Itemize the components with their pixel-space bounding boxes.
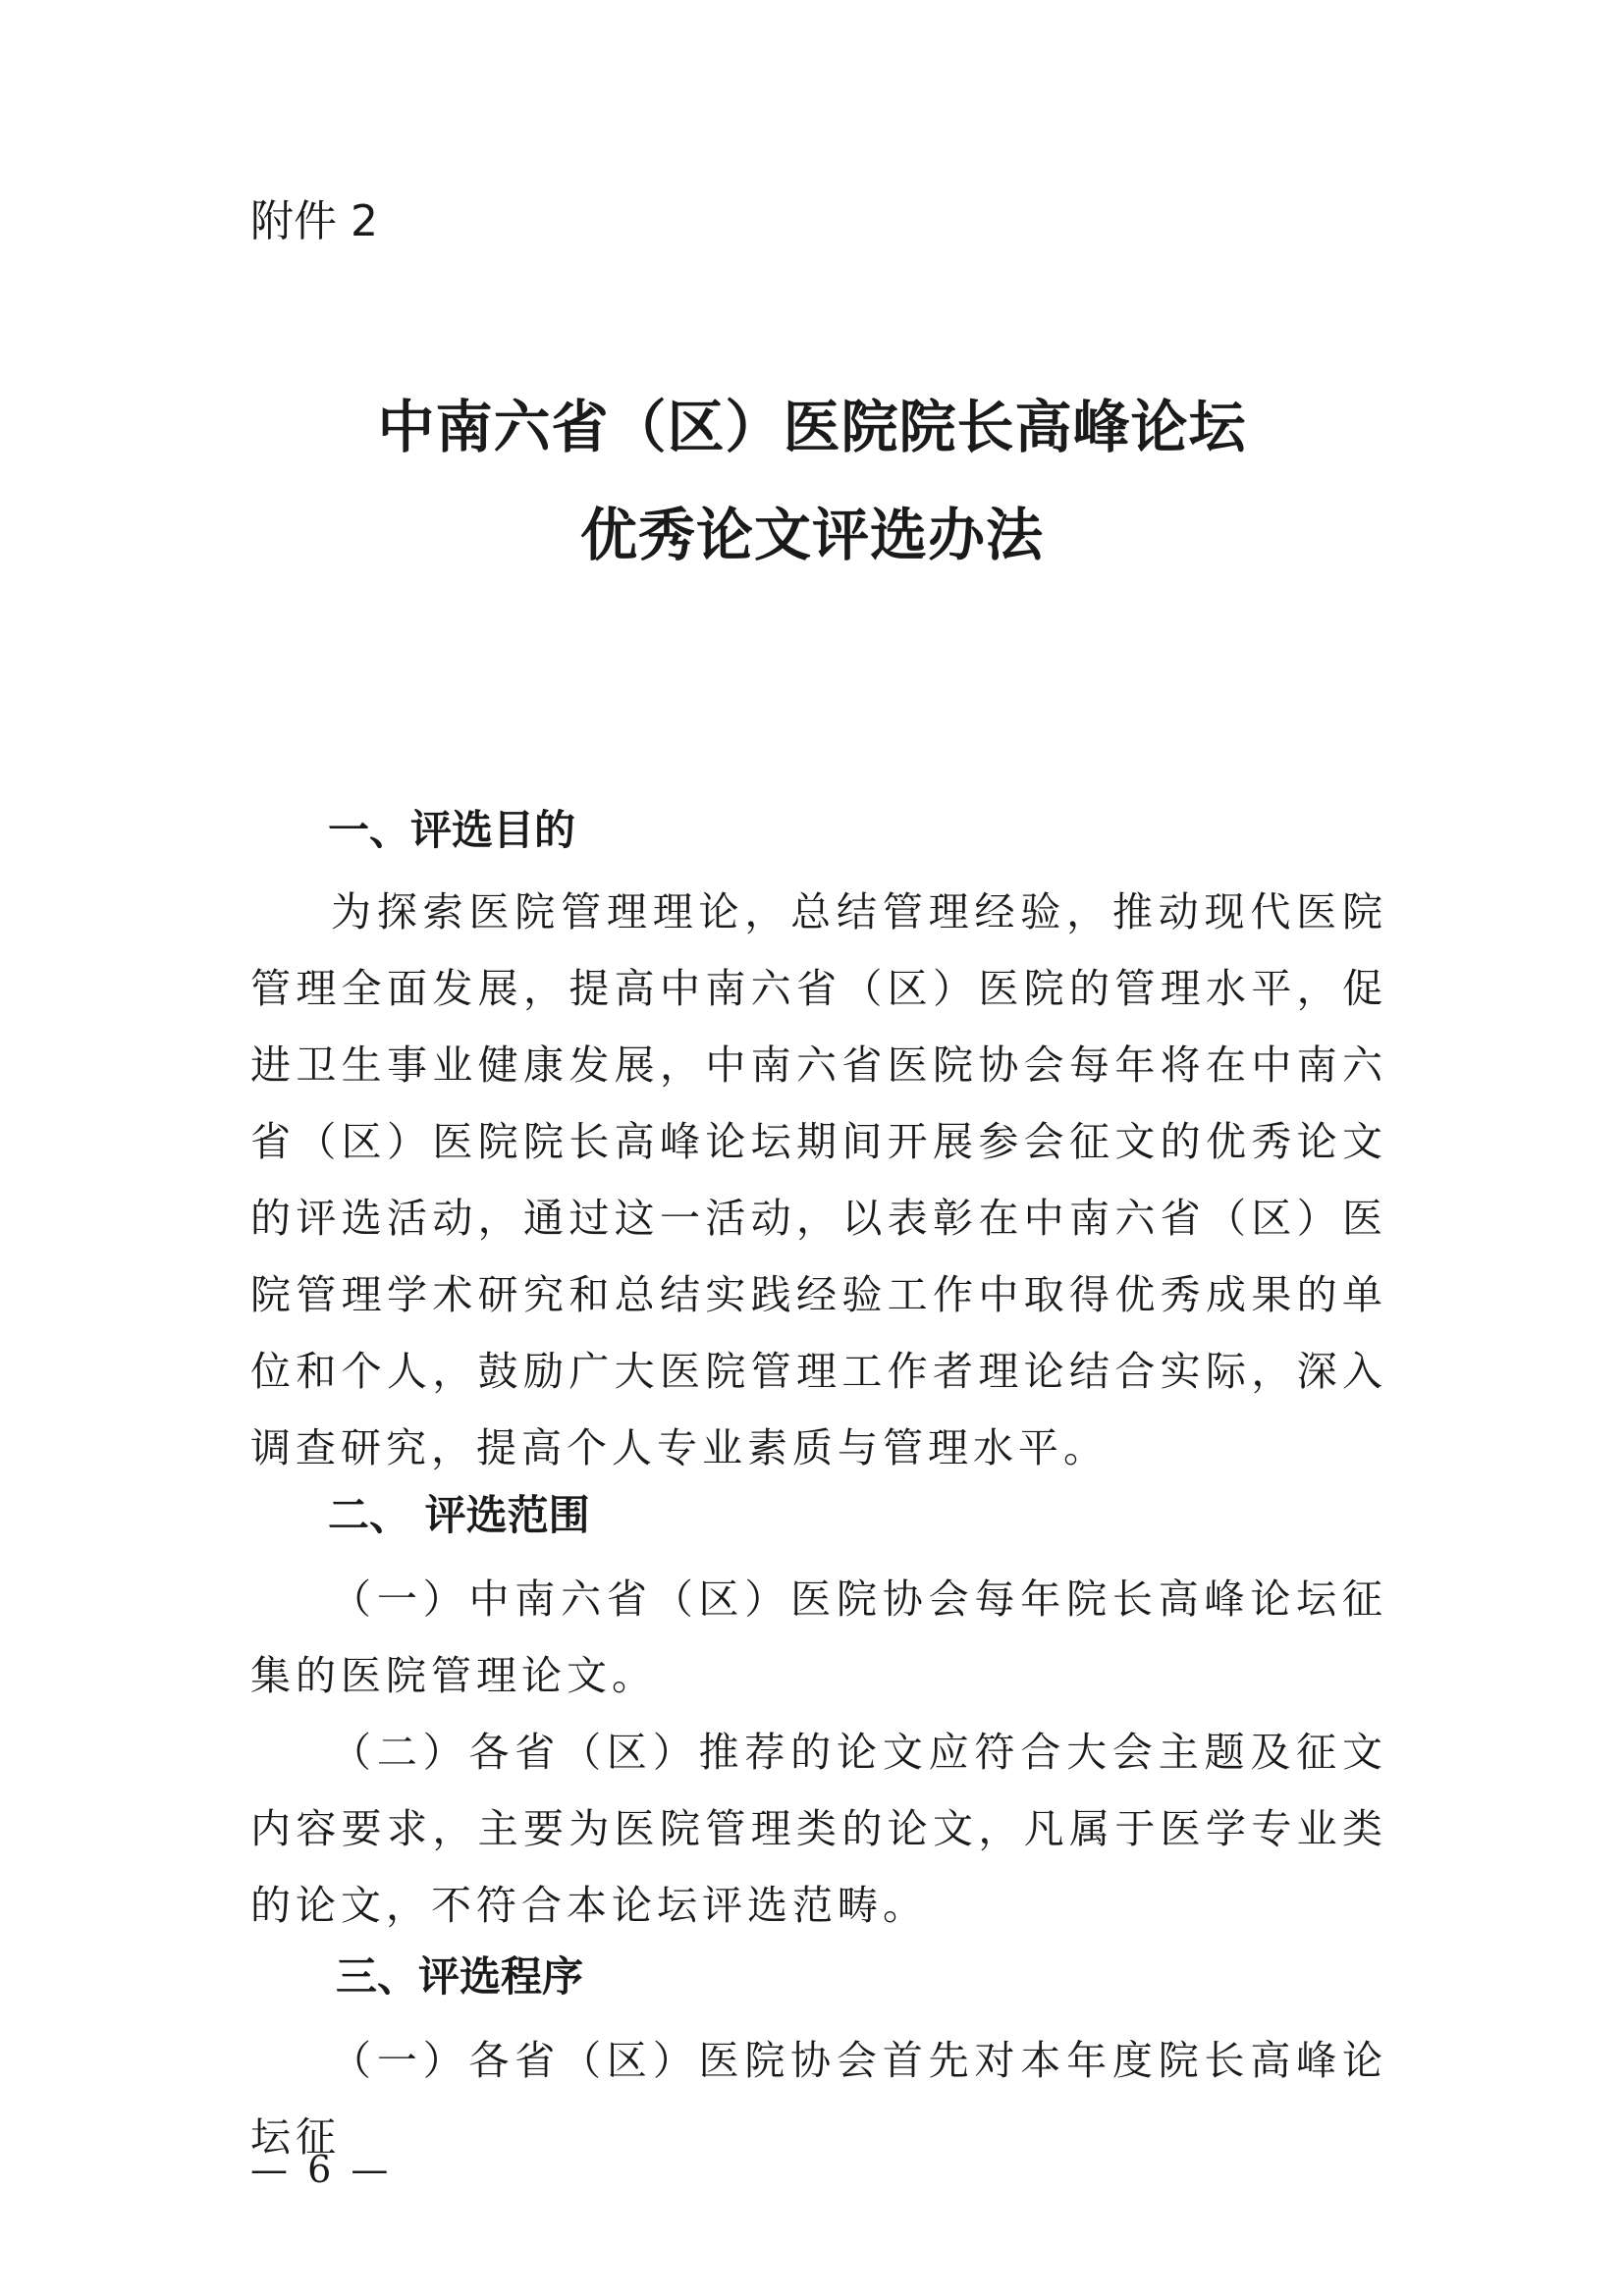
section-heading-procedure: 三、评选程序 <box>336 1952 584 2001</box>
document-title-line-1: 中南六省（区）医院院长高峰论坛 <box>377 394 1247 460</box>
section-paragraph-purpose: 为探索医院管理理论，总结管理经验，推动现代医院管理全面发展，提高中南六省（区）医院的管理水平，促进卫生事业健康发展，中南六省医院协会每年将在中南六省（区）医院院长高峰论坛期间开展参会征文的优秀论文的评选活动，通过这一活动，以表彰在中南六省（区）医院管理学术研究和总结实践经验工作中取得优秀成果的单位和个人，鼓励广大医院管理工作者理论结合实际，深入调查研究，提高个人专业素质与管理水平。 <box>250 888 1387 1471</box>
section-heading-purpose: 一、评选目的 <box>328 806 576 854</box>
section-paragraph-scope-2: （二）各省（区）推荐的论文应符合大会主题及征文内容要求，主要为医院管理类的论文，凡属于医学专业类的论文，不符合本论坛评选范畴。 <box>250 1729 1387 1929</box>
page-number: — 6 — <box>250 2148 393 2191</box>
section-heading-scope: 二、 评选范围 <box>328 1491 590 1539</box>
section-paragraph-scope-1: （一）中南六省（区）医院协会每年院长高峰论坛征集的医院管理论文。 <box>250 1575 1387 1699</box>
section-paragraph-procedure-1: （一）各省（区）医院协会首先对本年度院长高峰论坛征 <box>250 2037 1387 2161</box>
attachment-label: 附件 2 <box>250 196 378 246</box>
document-title-line-2: 优秀论文评选办法 <box>579 502 1044 568</box>
